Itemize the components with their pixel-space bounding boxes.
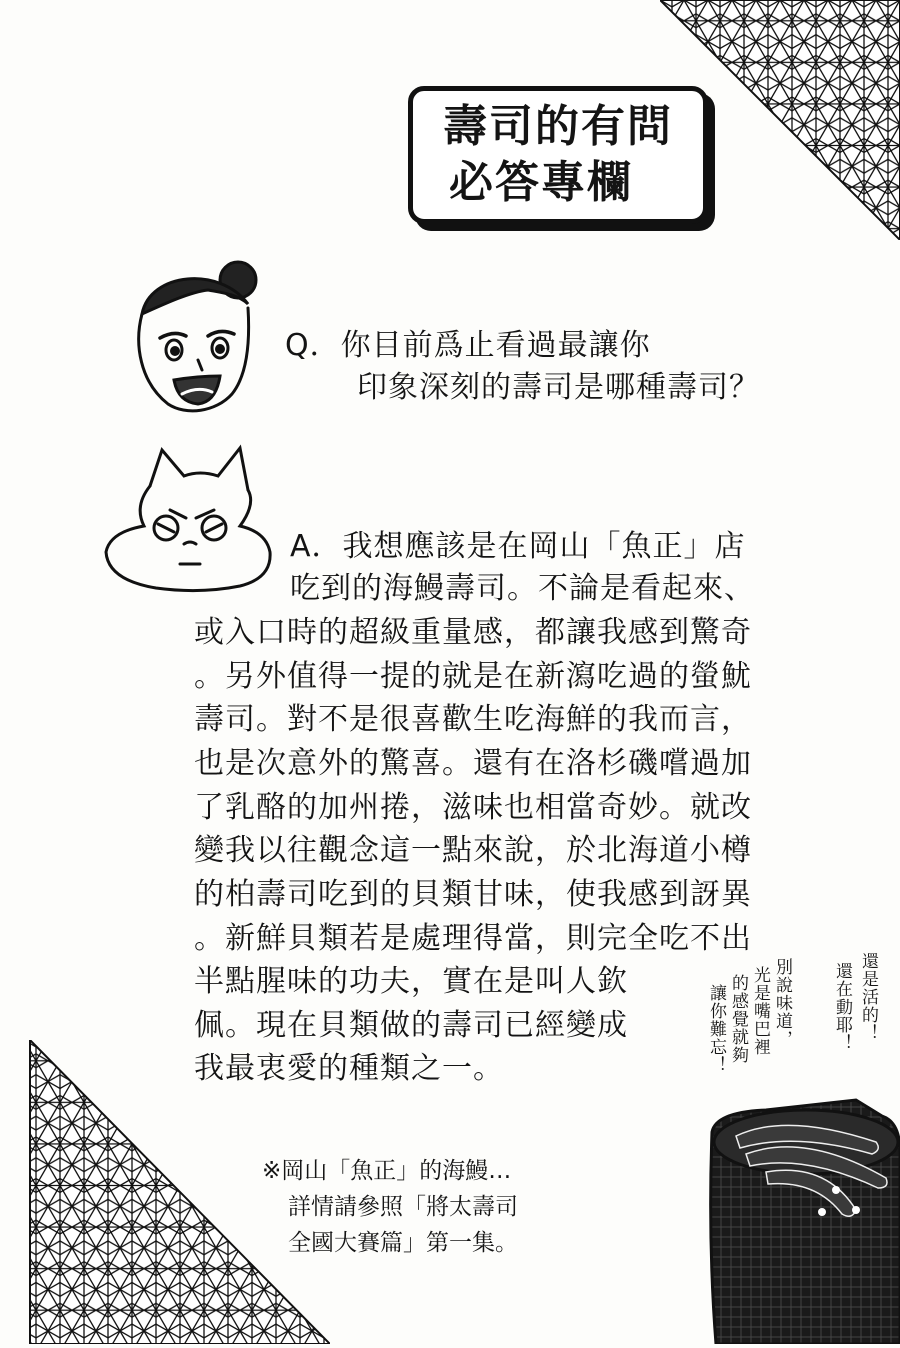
speech-column: 光是嘴巴裡 bbox=[750, 966, 770, 1056]
answer-line: 我最衷愛的種類之一。 bbox=[194, 1051, 504, 1086]
eel-basket-icon bbox=[706, 1092, 900, 1344]
answer-line: 的柏壽司吃到的貝類甘味，使我感到訝異 bbox=[194, 877, 752, 912]
title-line-1: 壽司的有問 bbox=[443, 101, 673, 152]
answer-line: 吃到的海鰻壽司。不論是看起來、 bbox=[290, 571, 755, 606]
footnote-line-2: 詳情請參照「將太壽司 bbox=[288, 1194, 518, 1220]
question-line-2: 印象深刻的壽司是哪種壽司？ bbox=[357, 370, 760, 405]
title-line-2: 必答專欄 bbox=[449, 157, 633, 208]
answer-line: 佩。現在貝類做的壽司已經變成 bbox=[194, 1008, 628, 1043]
footnote-line-3: 全國大賽篇」第一集。 bbox=[288, 1230, 518, 1256]
answer-line: 壽司。對不是很喜歡生吃海鮮的我而言， bbox=[194, 702, 752, 737]
title-box bbox=[408, 86, 708, 224]
answer-line: A．我想應該是在岡山「魚正」店 bbox=[290, 529, 746, 564]
speech-column: 還是活的！ bbox=[858, 952, 878, 1042]
answer-line: 變我以往觀念這一點來說，於北海道小樽 bbox=[194, 833, 752, 868]
footnote-line-1: ※岡山「魚正」的海鰻… bbox=[262, 1158, 512, 1184]
answer-line: 或入口時的超級重量感，都讓我感到驚奇 bbox=[194, 615, 752, 650]
question-line-1: Q．你目前爲止看過最讓你 bbox=[285, 328, 651, 363]
answer-line: 半點腥味的功夫，實在是叫人欽 bbox=[194, 964, 628, 999]
speech-column: 的感覺就夠 bbox=[728, 974, 748, 1064]
speech-column: 還在動耶！ bbox=[832, 962, 852, 1052]
answer-line: 也是次意外的驚喜。還有在洛杉磯嚐過加 bbox=[194, 746, 752, 781]
speech-column: 別說味道， bbox=[772, 958, 792, 1048]
answer-line: 了乳酪的加州捲，滋味也相當奇妙。就改 bbox=[194, 790, 752, 825]
speech-column: 讓你難忘！ bbox=[706, 984, 726, 1074]
answer-line: 。另外值得一提的就是在新瀉吃過的螢魷 bbox=[194, 659, 752, 694]
answer-line: 。新鮮貝類若是處理得當，則完全吃不出 bbox=[194, 921, 752, 956]
girl-character-icon bbox=[120, 252, 270, 422]
cat-character-icon bbox=[100, 440, 280, 600]
